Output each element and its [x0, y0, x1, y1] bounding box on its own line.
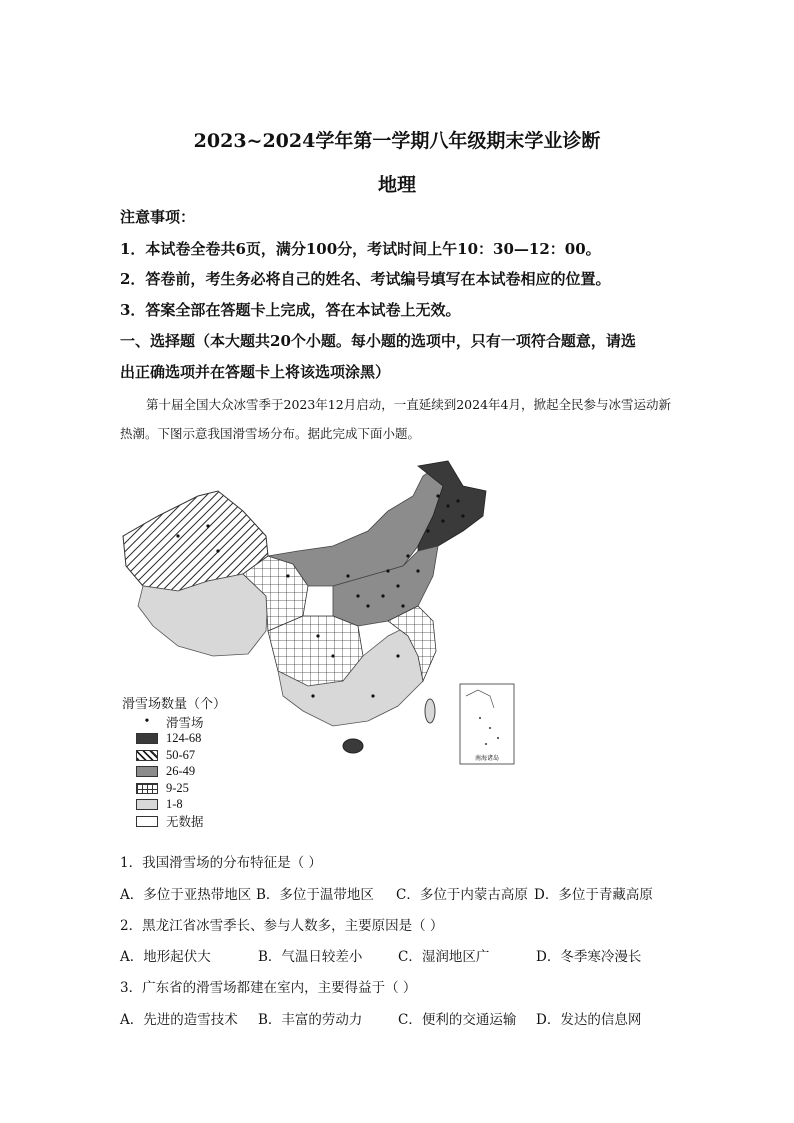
q1-option-d[interactable]: D．多位于青藏高原	[534, 887, 653, 903]
q2-option-d[interactable]: D．冬季寒冷漫长	[536, 949, 642, 965]
q2-option-b[interactable]: B．气温日较差小	[258, 949, 363, 965]
question-2-options	[120, 945, 680, 965]
inset-label: 南海诸岛	[474, 755, 500, 762]
legend-item-dot: • 滑雪场	[144, 714, 204, 731]
question-3-stem: 3．广东省的滑雪场都建在室内，主要得益于（ ）	[120, 980, 417, 996]
q2-option-a[interactable]: A．地形起伏大	[120, 949, 211, 965]
q1-option-a[interactable]: A．多位于亚热带地区	[120, 887, 252, 903]
exam-subject: 地理	[377, 174, 416, 196]
section-heading-line1: 一、选择题（本大题共20个小题。每小题的选项中，只有一项符合题意，请选	[120, 332, 636, 350]
section-heading-line2: 出正确选项并在答题卡上将该选项涂黑）	[120, 363, 391, 381]
q3-option-b[interactable]: B．丰富的劳动力	[258, 1012, 363, 1028]
q1-option-c[interactable]: C．多位于内蒙古高原	[396, 887, 528, 903]
question-intro: 第十届全国大众冰雪季于2023年12月启动，一直延续到2024年4月，掀起全民参与冰雪运动新热潮。下图示意我国滑雪场分布。据此完成下面小题。	[120, 397, 671, 441]
notice-item-3: 3．答案全部在答题卡上完成，答在本试卷上无效。	[120, 301, 461, 319]
notice-item-1: 1．本试卷全卷共6页，满分100分，考试时间上午10：30—12：00。	[120, 240, 601, 258]
legend-item-26-49: 26-49	[136, 764, 226, 781]
exam-title: 2023~2024学年第一学期八年级期末学业诊断	[193, 130, 601, 152]
map-legend	[122, 693, 227, 830]
q1-option-b[interactable]: B．多位于温带地区	[256, 887, 374, 903]
legend-item-1-8: 1-8	[136, 797, 226, 814]
q3-option-d[interactable]: D．发达的信息网	[536, 1012, 642, 1028]
q3-option-a[interactable]: A．先进的造雪技术	[120, 1012, 238, 1028]
question-1-options	[120, 883, 680, 903]
legend-title: 滑雪场数量（个）	[122, 696, 227, 711]
question-1-stem: 1．我国滑雪场的分布特征是（ ）	[120, 855, 322, 871]
question-3-options	[120, 1008, 680, 1028]
notice-item-2: 2．答卷前，考生务必将自己的姓名、考试编号填写在本试卷相应的位置。	[120, 270, 611, 288]
q2-option-c[interactable]: C．湿润地区广	[398, 949, 490, 965]
legend-item-9-25: 9-25	[136, 780, 226, 797]
legend-item-124-68: 124-68	[136, 731, 226, 748]
legend-item-50-67: 50-67	[136, 747, 226, 764]
q3-option-c[interactable]: C．便利的交通运输	[398, 1012, 517, 1028]
notice-heading: 注意事项：	[120, 208, 196, 226]
legend-item-no-data: 无数据	[136, 813, 226, 830]
question-2-stem: 2．黑龙江省冰雪季长、参与人数多，主要原因是（ ）	[120, 918, 444, 934]
